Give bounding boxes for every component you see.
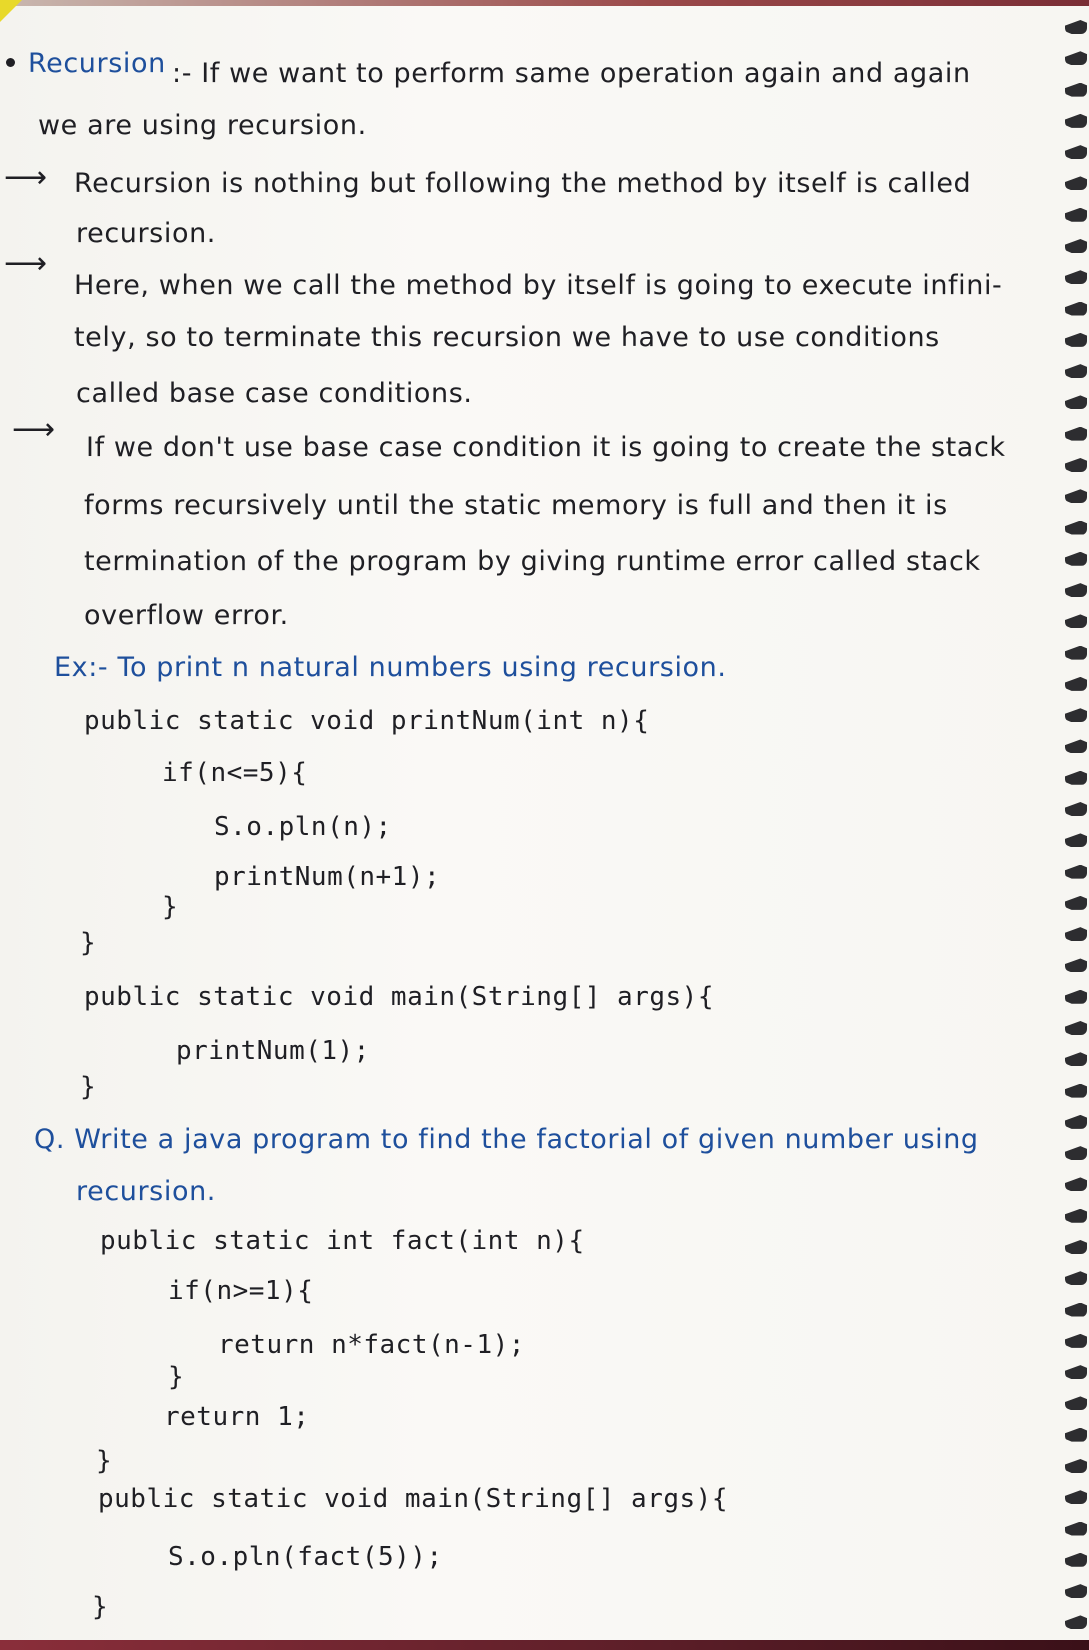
binding-ring [1065,958,1087,972]
binding-ring [1065,771,1087,785]
binding-ring [1065,208,1087,222]
binding-ring [1065,927,1087,941]
binding-ring [1065,677,1087,691]
binding-ring [1065,833,1087,847]
arrow-icon: ⟶ [4,160,48,195]
code1-line: printNum(n+1); [214,862,441,892]
binding-ring [1065,1115,1087,1129]
binding-ring [1065,802,1087,816]
point2-line2: tely, so to terminate this recursion we have to use conditions [74,322,940,353]
binding-ring [1065,1553,1087,1567]
binding-ring [1065,708,1087,722]
binding-ring [1065,1146,1087,1160]
binding-ring [1065,1084,1087,1098]
code2-line: } [168,1362,185,1392]
binding-ring [1065,1396,1087,1410]
binding-ring [1065,333,1087,347]
bullet-dot [6,58,15,67]
binding-ring [1065,489,1087,503]
page-top-edge [0,0,1089,6]
point1-line2: recursion. [76,218,216,249]
code1-line: if(n<=5){ [162,758,308,788]
code1-line: } [162,892,179,922]
binding-ring [1065,1615,1087,1629]
point2-line1: Here, when we call the method by itself is going to execute infini- [74,270,1003,301]
code2-line: public static int fact(int n){ [100,1226,585,1256]
point1-line1: Recursion is nothing but following the method by itself is called [74,168,972,199]
code2-line: } [96,1446,113,1476]
binding-ring [1065,521,1087,535]
binding-ring [1065,1303,1087,1317]
binding-ring [1065,583,1087,597]
code1-line: } [80,1072,97,1102]
example-heading: Ex:- To print n natural numbers using recursion. [54,652,727,683]
code1-line: public static void main(String[] args){ [84,982,714,1012]
binding-ring [1065,1052,1087,1066]
binding-ring [1065,20,1087,34]
point3-line1: If we don't use base case condition it is going to create the stack [86,432,1006,463]
binding-ring [1065,1584,1087,1598]
point3-line3: termination of the program by giving runtime error called stack [84,546,981,577]
binding-ring [1065,1365,1087,1379]
page-bottom-edge [0,1640,1089,1650]
code1-line: } [80,928,97,958]
code2-line: public static void main(String[] args){ [98,1484,728,1514]
binding-ring [1065,1177,1087,1191]
corner-marker [0,0,22,22]
binding-ring [1065,614,1087,628]
recursion-definition-line1: :- If we want to perform same operation again and again [172,58,971,89]
code1-line: printNum(1); [176,1036,370,1066]
binding-ring [1065,176,1087,190]
recursion-heading: Recursion [28,48,166,79]
binding-ring [1065,83,1087,97]
binding-ring [1065,302,1087,316]
question-line2: recursion. [76,1176,216,1207]
binding-ring [1065,1021,1087,1035]
binding-ring [1065,1522,1087,1536]
binding-ring [1065,1240,1087,1254]
code2-line: S.o.pln(fact(5)); [168,1542,443,1572]
question-line1: Q. Write a java program to find the factorial of given number using [34,1124,979,1155]
binding-ring [1065,865,1087,879]
binding-ring [1065,364,1087,378]
binding-ring [1065,1459,1087,1473]
recursion-definition-line2: we are using recursion. [38,110,367,141]
code1-line: public static void printNum(int n){ [84,706,650,736]
point3-line4: overflow error. [84,600,289,631]
point3-line2: forms recursively until the static memory is full and then it is [84,490,948,521]
binding-ring [1065,739,1087,753]
binding-ring [1065,427,1087,441]
binding-ring [1065,1209,1087,1223]
binding-ring [1065,646,1087,660]
code2-line: return 1; [164,1402,310,1432]
binding-ring [1065,552,1087,566]
binding-ring [1065,395,1087,409]
code2-line: } [92,1592,109,1622]
binding-ring [1065,1490,1087,1504]
code2-line: return n*fact(n-1); [218,1330,525,1360]
binding-ring [1065,990,1087,1004]
arrow-icon: ⟶ [4,246,48,281]
binding-ring [1065,1428,1087,1442]
code2-line: if(n>=1){ [168,1276,314,1306]
binding-ring [1065,239,1087,253]
arrow-icon: ⟶ [12,412,56,447]
binding-ring [1065,896,1087,910]
binding-ring [1065,458,1087,472]
binding-ring [1065,270,1087,284]
spiral-binding [1059,20,1089,1630]
binding-ring [1065,1271,1087,1285]
point2-line3: called base case conditions. [76,378,473,409]
binding-ring [1065,145,1087,159]
binding-ring [1065,1334,1087,1348]
binding-ring [1065,51,1087,65]
code1-line: S.o.pln(n); [214,812,392,842]
binding-ring [1065,114,1087,128]
